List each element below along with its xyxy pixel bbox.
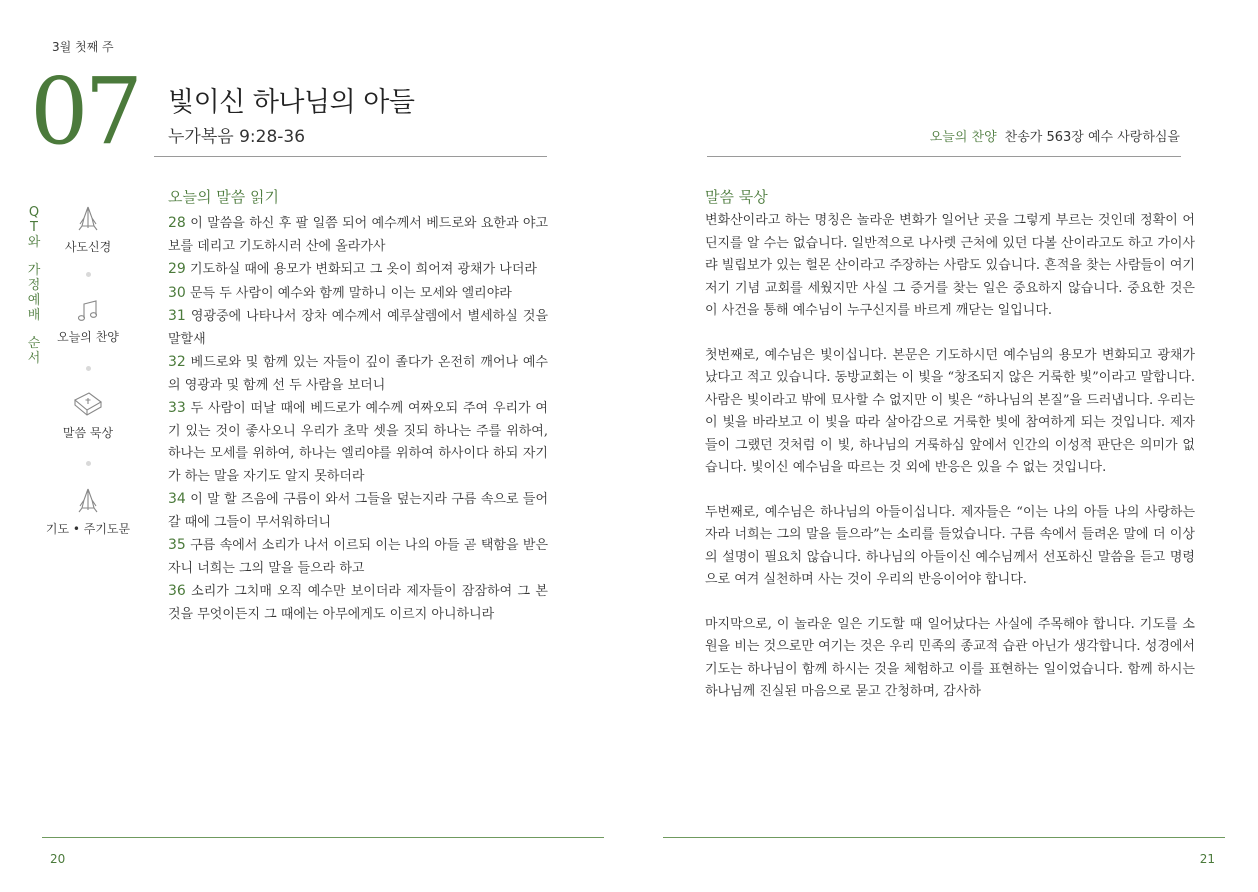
verse-text: 영광중에 나타나서 장차 예수께서 예루살렘에서 별세하실 것을 말할새 bbox=[168, 309, 548, 347]
meditation-paragraph: 변화산이라고 하는 명칭은 놀라운 변화가 일어난 곳을 그렇게 부르는 것인데 정확이 어딘지를 알 수는 없습니다. 일반적으로 나사렛 근처에 있던 다볼 산이라고도 하고 가이사랴 빌립보가 있는 헐몬 산이라고 주장하는 사람도 있습니다. 흔적을 찾는 사람들이 여기저기 기념 교회를 세웠지만 사실 그 증거를 찾는 일은 중요하지 않습니다. 중요한 것은 이 사건을 통해 예수님이 누구신지를 바르게 깨닫는 일입니다. bbox=[705, 213, 1195, 318]
verse-number: 31 bbox=[168, 308, 186, 324]
verse-text: 이 말씀을 하신 후 팔 일쯤 되어 예수께서 베드로와 요한과 야고보를 데리고 기도하시러 산에 올라가사 bbox=[168, 216, 548, 254]
hymn-title: 찬송가 563장 예수 사랑하심을 bbox=[1004, 130, 1180, 145]
hymn-label: 오늘의 찬양 bbox=[929, 130, 997, 145]
step-meditation bbox=[38, 390, 138, 441]
step-label: 말씀 묵상 bbox=[62, 426, 114, 440]
step-label: 오늘의 찬양 bbox=[57, 330, 119, 344]
step-todays-hymn bbox=[38, 298, 138, 345]
verse-number: 32 bbox=[168, 354, 186, 370]
vertical-char: 배 bbox=[27, 308, 41, 323]
vertical-char: 정 bbox=[27, 278, 41, 293]
step-label: 기도 • 주기도문 bbox=[45, 522, 131, 536]
vertical-char: 예 bbox=[27, 293, 41, 308]
step-separator-dot bbox=[86, 272, 91, 277]
verse-text: 베드로와 및 함께 있는 자들이 깊이 졸다가 온전히 깨어나 예수의 영광과 및 함께 선 두 사람을 보더니 bbox=[168, 355, 548, 393]
vertical-char: 순 bbox=[27, 336, 41, 351]
verse-text: 두 사람이 떠날 때에 베드로가 예수께 여짜오되 주여 우리가 여기 있는 것이 좋사오니 우리가 초막 셋을 짓되 하나는 주를 위하여, 하나는 모세를 위하여, 하나는 엘리야를 위하여 하사이다 하되 자기가 하는 말을 자기도 알지 못하더라 bbox=[168, 401, 548, 484]
footer-divider-right bbox=[663, 837, 1225, 838]
verse-number: 33 bbox=[168, 400, 186, 416]
bible-book-icon bbox=[71, 390, 105, 420]
verse-number: 35 bbox=[168, 537, 186, 553]
verse-text: 이 말 할 즈음에 구름이 와서 그들을 덮는지라 구름 속으로 들어갈 때에 그들이 무서워하더니 bbox=[168, 492, 548, 530]
reading-heading: 오늘의 말씀 읽기 bbox=[168, 188, 279, 206]
meditation-paragraph: 두번째로, 예수님은 하나님의 아들이십니다. 제자들은 “이는 나의 아들 나의 사랑하는 자라 너희는 그의 말을 들으라”는 소리를 들었습니다. 구름 속에서 들려온 말에 더 이상의 설명이 필요치 않습니다. 하나님의 아들이신 예수님께서 선포하신 말씀을 듣고 명령으로 여겨 실천하며 사는 것이 우리의 반응이어야 합니다. bbox=[705, 504, 1195, 587]
verse-number: 28 bbox=[168, 215, 186, 231]
verse-text: 기도하실 때에 용모가 변화되고 그 옷이 희어져 광채가 나더라 bbox=[185, 262, 537, 277]
lesson-number: 07 bbox=[30, 58, 140, 165]
verse-number: 34 bbox=[168, 491, 186, 507]
step-label: 사도신경 bbox=[64, 240, 112, 254]
verse-text: 문득 두 사람이 예수와 함께 말하니 이는 모세와 엘리야라 bbox=[185, 285, 512, 301]
verse-text: 소리가 그치매 오직 예수만 보이더라 제자들이 잠잠하여 그 본 것을 무엇이든지 그 때에는 아무에게도 이르지 아니하니라 bbox=[168, 584, 548, 622]
week-label: 3월 첫째 주 bbox=[52, 40, 114, 54]
vertical-char: 가 bbox=[27, 263, 41, 278]
verse-number: 29 bbox=[168, 261, 186, 277]
music-note-icon bbox=[75, 298, 101, 324]
verse-number: 36 bbox=[168, 583, 186, 599]
vertical-char: 서 bbox=[27, 351, 41, 366]
meditation-body bbox=[705, 210, 1195, 726]
verses-block bbox=[168, 212, 548, 626]
scripture-reference: 누가복음 9:28-36 bbox=[168, 127, 306, 147]
footer-divider-left bbox=[42, 837, 604, 838]
step-separator-dot bbox=[86, 461, 91, 466]
vertical-char: 와 bbox=[27, 235, 41, 250]
step-apostles-creed bbox=[38, 204, 138, 255]
meditation-paragraph: 첫번째로, 예수님은 빛이십니다. 본문은 기도하시던 예수님의 용모가 변화되고 광채가 났다고 적고 있습니다. 동방교회는 이 빛을 “창조되지 않은 거룩한 빛”이라고 말합니다. 사람은 빛이라고 밖에 묘사할 수 없지만 이 빛은 “하나님의 본질”을 드러냅니다. 우리는 이 빛을 바라보고 이 빛을 따라 살아감으로 거룩한 빛에 참여하게 되는 것입니다. 제자들이 그랬던 것처럼 이 빛, 하나님의 거룩하심 앞에서 인간의 이성적 판단은 의미가 없습니다. 빛이신 예수님을 따르는 것 외에 반응은 있을 수 없는 것입니다. bbox=[705, 347, 1195, 475]
praying-hands-icon bbox=[73, 204, 103, 234]
vertical-char: T bbox=[30, 220, 38, 235]
meditation-heading: 말씀 묵상 bbox=[705, 188, 768, 206]
page-title: 빛이신 하나님의 아들 bbox=[168, 87, 415, 118]
praying-hands-icon bbox=[73, 486, 103, 516]
meditation-paragraph: 마지막으로, 이 놀라운 일은 기도할 때 일어났다는 사실에 주목해야 합니다. 기도를 소원을 비는 것으로만 여기는 것은 우리 민족의 종교적 습관 아닌가 생각합니다. 성경에서 기도는 하나님이 함께 하시는 것을 체험하고 이를 표현하는 일이었습니다. 함께 하시는 하나님께 진실된 마음으로 묻고 간청하며, 감사하 bbox=[705, 616, 1195, 699]
header-divider-right bbox=[707, 156, 1181, 157]
header-divider-left bbox=[154, 156, 547, 157]
step-separator-dot bbox=[86, 366, 91, 371]
todays-hymn bbox=[930, 126, 1180, 145]
vertical-char: Q bbox=[28, 205, 40, 220]
step-prayer bbox=[38, 486, 138, 537]
verse-text: 구름 속에서 소리가 나서 이르되 이는 나의 아들 곧 택함을 받은 자니 너희는 그의 말을 들으라 하고 bbox=[168, 538, 548, 576]
page-number-left: 20 bbox=[50, 852, 66, 866]
page-number-right: 21 bbox=[1199, 852, 1215, 866]
verse-number: 30 bbox=[168, 284, 186, 301]
